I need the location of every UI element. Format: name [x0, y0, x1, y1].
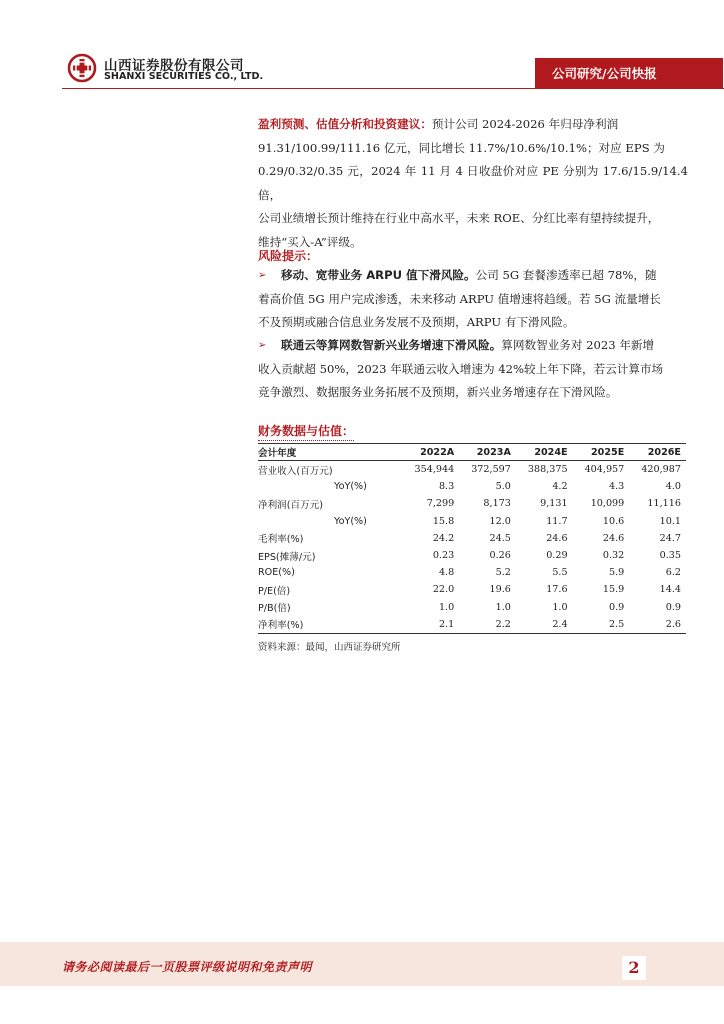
- table-row: [258, 616, 686, 634]
- table-cell: 5.0: [495, 481, 511, 493]
- company-name-en: SHANXI SECURITIES CO., LTD.: [104, 71, 264, 82]
- row-label: P/B(倍): [258, 603, 291, 615]
- table-cell: 24.5: [489, 532, 511, 544]
- row-label: YoY(%): [334, 481, 367, 493]
- table-cell: 4.0: [665, 481, 681, 493]
- table-cell: 404,957: [584, 464, 625, 476]
- bullet-arrow-icon: ➢: [258, 340, 267, 351]
- forecast-line-2: 91.31/100.99/111.16 亿元，同比增长 11.7%/10.6%/10.1%；对应 EPS 为: [258, 140, 665, 155]
- row-label: YoY(%): [334, 515, 367, 527]
- table-cell: 5.2: [495, 567, 511, 579]
- table-cell: 5.5: [552, 567, 568, 579]
- table-cell: 17.6: [546, 584, 568, 596]
- table-cell: 0.9: [665, 601, 681, 613]
- risk-2-lead: 联通云等算网数智新兴业务增速下滑风险。: [281, 338, 502, 352]
- bullet-arrow-icon: ➢: [258, 270, 267, 281]
- forecast-line-4: 公司业绩增长预计维持在行业中高水平，未来 ROE、分红比率有望持续提升，: [258, 211, 660, 225]
- column-header: 2022A: [403, 444, 460, 461]
- table-cell: 1.0: [438, 601, 455, 613]
- table-cell: 15.8: [432, 515, 455, 527]
- table-cell: 22.0: [432, 584, 455, 596]
- table-cell: 4.8: [438, 567, 455, 579]
- column-header: 2023A: [459, 444, 516, 461]
- table-cell: 24.7: [659, 532, 681, 544]
- table-cell: 4.3: [609, 481, 625, 493]
- table-cell: 2.5: [573, 616, 630, 634]
- table-cell: 0.32: [602, 550, 625, 562]
- table-cell: 10,099: [590, 498, 625, 510]
- table-cell: 9,131: [540, 498, 568, 510]
- table-cell: 372,597: [471, 464, 511, 476]
- risk-2-line-3: 竞争激烈、数据服务业务拓展不及预期，新兴业务增速存在下滑风险。: [258, 385, 618, 399]
- table-cell: 14.4: [659, 584, 681, 596]
- forecast-line-1: 盈利预测、估值分析和投资建议：预计公司 2024-2026 年归母净利润: [258, 117, 619, 131]
- risk-1-lead: 移动、宽带业务 ARPU 值下滑风险。: [281, 268, 476, 282]
- table-cell: 0.29: [546, 550, 568, 562]
- table-header-row: [258, 444, 686, 461]
- data-source-note: 资料来源：最闻，山西证券研究所: [258, 642, 401, 653]
- column-header: 2026E: [629, 444, 686, 461]
- table-row: [258, 478, 686, 495]
- forecast-paragraph: [258, 113, 688, 254]
- table-cell: 24.6: [546, 532, 568, 544]
- table-cell: 10.1: [659, 515, 681, 527]
- row-label: EPS(摊薄/元): [258, 551, 316, 563]
- risk-2-line-1: 联通云等算网数智新兴业务增速下滑风险。算网数智业务对 2023 年新增: [281, 338, 655, 352]
- page-number: 2: [622, 956, 646, 980]
- table-cell: 8,173: [483, 498, 511, 510]
- table-cell: 4.2: [552, 481, 568, 493]
- risk-1-line-3: 不及预期或融合信息业务发展不及预期，ARPU 有下滑风险。: [258, 315, 575, 329]
- table-cell: 0.9: [609, 601, 625, 613]
- table-cell: 2.4: [516, 616, 573, 634]
- section-tag: 公司研究/公司快报: [552, 66, 657, 81]
- row-label: ROE(%): [258, 567, 295, 579]
- table-cell: 15.9: [602, 584, 625, 596]
- table-cell: 0.26: [489, 550, 511, 562]
- table-cell: 354,944: [414, 464, 455, 476]
- table-row: [258, 564, 686, 581]
- table-row: [258, 530, 686, 547]
- table-row: [258, 513, 686, 530]
- table-row: [258, 547, 686, 564]
- table-cell: 2.6: [629, 616, 686, 634]
- table-cell: 0.35: [659, 550, 681, 562]
- risk-1-line-1: 移动、宽带业务 ARPU 值下滑风险。公司 5G 套餐渗透率已超 78%，随: [281, 268, 657, 282]
- table-row: [258, 581, 686, 598]
- company-name-cn: 山西证券股份有限公司: [104, 58, 244, 74]
- company-logo-icon: [67, 53, 97, 83]
- table-cell: 24.2: [432, 532, 455, 544]
- forecast-line-3: 0.29/0.32/0.35 元，2024 年 11 月 4 日收盘价对应 PE 分别为 17.6/15.9/14.4 倍，: [258, 164, 688, 202]
- footer-disclaimer-link[interactable]: 请务必阅读最后一页股票评级说明和免责声明: [62, 960, 313, 974]
- row-label: 营业收入(百万元): [258, 465, 333, 477]
- table-cell: 12.0: [489, 515, 511, 527]
- row-label: 毛利率(%): [258, 534, 304, 546]
- forecast-line-5: 维持“买入-A”评级。: [258, 234, 362, 249]
- row-label: 净利率(%): [258, 616, 403, 634]
- table-cell: 10.6: [602, 515, 625, 527]
- risk-item-2: [258, 334, 688, 405]
- table-cell: 24.6: [602, 532, 625, 544]
- table-cell: 5.9: [609, 567, 625, 579]
- financials-title: 财务数据与估值：: [258, 422, 354, 441]
- table-cell: 8.3: [438, 481, 455, 493]
- table-cell: 1.0: [552, 601, 568, 613]
- table-cell: 0.23: [432, 550, 455, 562]
- risk-item-1: [258, 264, 688, 335]
- header-divider: [62, 88, 724, 89]
- column-header: 会计年度: [258, 444, 403, 461]
- table-cell: 388,375: [527, 464, 568, 476]
- column-header: 2024E: [516, 444, 573, 461]
- table-cell: 1.0: [495, 601, 511, 613]
- table-cell: 2.1: [403, 616, 460, 634]
- table-cell: 11,116: [647, 498, 681, 510]
- table-cell: 2.2: [459, 616, 516, 634]
- table-row: [258, 599, 686, 616]
- table-row: [258, 461, 686, 479]
- financials-table: [258, 443, 686, 634]
- table-cell: 11.7: [546, 515, 568, 527]
- row-label: P/E(倍): [258, 585, 291, 597]
- risks-title: 风险提示：: [258, 249, 319, 263]
- table-row: [258, 495, 686, 512]
- table-cell: 6.2: [665, 567, 681, 579]
- forecast-title: 盈利预测、估值分析和投资建议：: [258, 117, 432, 131]
- column-header: 2025E: [573, 444, 630, 461]
- row-label: 净利润(百万元): [258, 499, 324, 511]
- risk-2-line-2: 收入贡献超 50%，2023 年联通云收入增速为 42%较上年下降，若云计算市场: [258, 361, 664, 376]
- table-cell: 7,299: [426, 498, 455, 510]
- table-cell: 420,987: [641, 464, 681, 476]
- risk-1-line-2: 着高价值 5G 用户完成渗透，未来移动 ARPU 值增速将趋缓。若 5G 流量增长: [258, 291, 661, 306]
- table-cell: 19.6: [489, 584, 511, 596]
